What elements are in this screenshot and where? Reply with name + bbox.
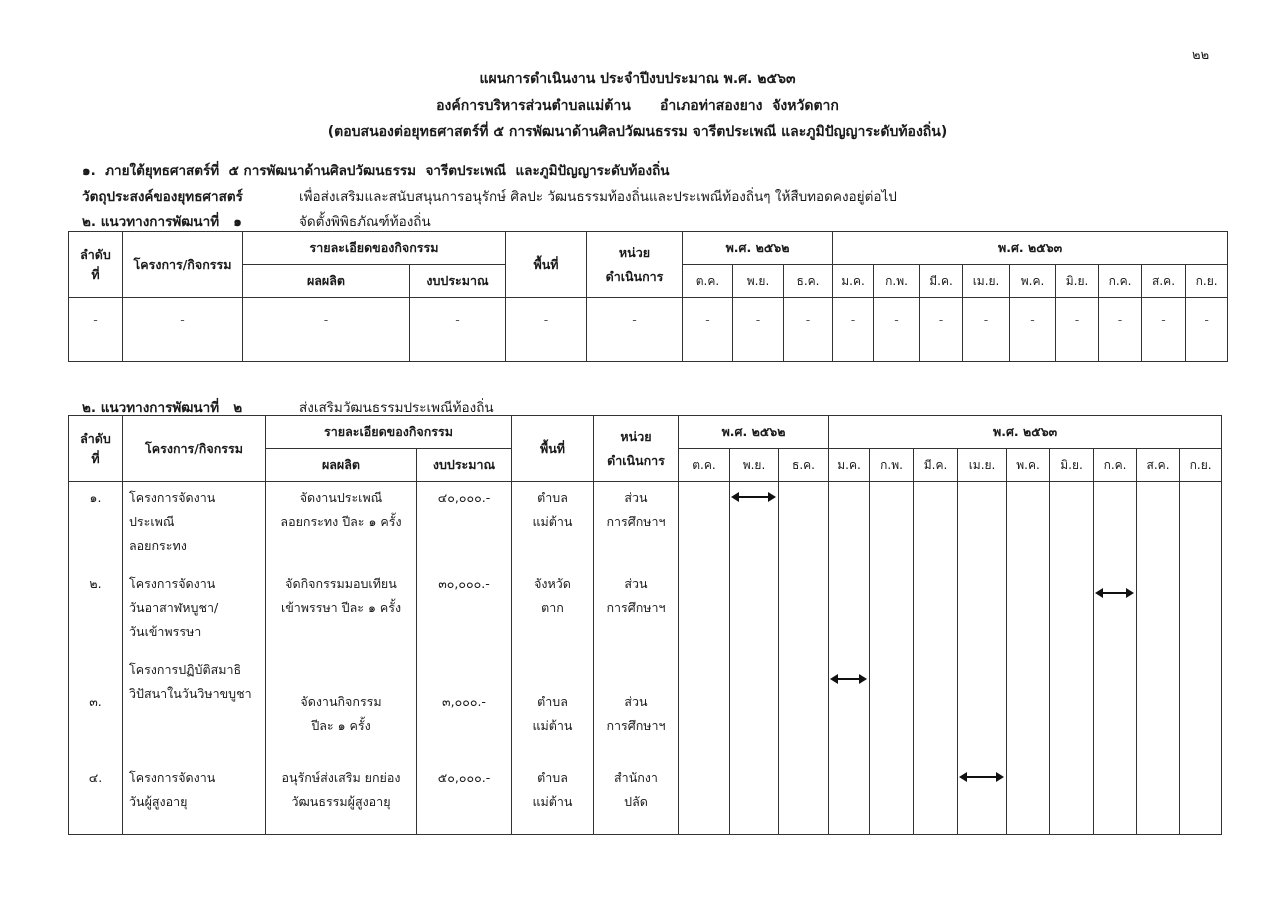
header-area: พื้นที่ [506,232,587,298]
dash-cell-aug: - [1142,298,1186,362]
grid-column-1 [69,482,123,835]
header-details: รายละเอียดของกิจกรรม [266,416,512,449]
grid-column-13 [958,482,1007,835]
guideline-1-label: ๒. แนวทางการพัฒนาที่ ๑ [82,214,242,230]
row-output: จัดงานกิจกรรม ปีละ ๑ ครั้ง [300,694,382,733]
grid-column-3 [266,482,417,835]
plan-table-2 [68,415,1222,835]
month-mar: มี.ค. [920,265,963,298]
dash-cell-may: - [1010,298,1056,362]
dash-cell-oct: - [683,298,733,362]
row-number: ๓. [89,694,102,709]
month-aug: ส.ค. [1137,449,1180,482]
grid-column-17 [1137,482,1180,835]
dash-cell-jun: - [1056,298,1099,362]
schedule-arrow [733,496,774,498]
header-output: ผลผลิต [266,449,417,482]
month-jan: ม.ค. [829,449,870,482]
dash-cell-apr: - [963,298,1010,362]
table-2-body-row [69,482,1222,835]
header-project: โครงการ/กิจกรรม [123,416,266,482]
grid-column-4 [417,482,512,835]
grid-column-8 [730,482,779,835]
month-nov: พ.ย. [730,449,779,482]
grid-column-16 [1094,482,1137,835]
month-may: พ.ค. [1007,449,1050,482]
month-oct: ต.ค. [683,265,733,298]
grid-column-18 [1180,482,1222,835]
guideline-1-text: จัดตั้งพิพิธภัณฑ์ท้องถิ่น [299,214,431,230]
dash-cell-output: - [243,298,410,362]
dash-cell-dec: - [784,298,833,362]
month-jul: ก.ค. [1099,265,1142,298]
grid-column-15 [1050,482,1094,835]
title-line-1: แผนการดำเนินงาน ประจำปีงบประมาณ พ.ศ. ๒๕๖๓ [479,71,796,87]
month-dec: ธ.ค. [784,265,833,298]
month-dec: ธ.ค. [779,449,829,482]
row-unit: ส่วน การศึกษาฯ [606,576,666,615]
header-order: ลำดับ ที่ [69,232,123,298]
month-sep: ก.ย. [1186,265,1228,298]
row-output: จัดงานประเพณี ลอยกระทง ปีละ ๑ ครั้ง [280,490,402,529]
header-details: รายละเอียดของกิจกรรม [243,232,506,265]
row-unit: สำนักงา ปลัด [614,770,658,809]
row-number: ๔. [88,770,103,785]
month-jun: มิ.ย. [1056,265,1099,298]
schedule-arrow [961,776,1002,778]
month-jul: ก.ค. [1094,449,1137,482]
row-budget: ๓,๐๐๐.- [442,694,486,709]
title-line-3: (ตอบสนองต่อยุทธศาสตร์ที่ ๕ การพัฒนาด้านศิลปวัฒนธรรม จารีตประเพณี และภูมิปัญญาระดับท้องถิ่น) [327,124,948,140]
grid-column-9 [779,482,829,835]
row-unit: ส่วน การศึกษาฯ [606,694,666,733]
grid-column-10 [829,482,870,835]
dash-cell-feb: - [874,298,920,362]
header-year-2562: พ.ศ. ๒๕๖๒ [679,416,829,449]
month-aug: ส.ค. [1142,265,1186,298]
grid-column-14 [1007,482,1050,835]
dash-cell-order: - [69,298,123,362]
header-output: ผลผลิต [243,265,410,298]
row-project: โครงการจัดงาน ประเพณี ลอยกระทง [129,490,216,553]
title-line-2: องค์การบริหารส่วนตำบลแม่ต้าน อำเภอท่าสองยาง จังหวัดตาก [436,98,839,114]
dash-cell-budget: - [410,298,506,362]
row-project: โครงการจัดงาน วันอาสาฬหบูชา/ วันเข้าพรรษา [129,576,219,639]
row-output: อนุรักษ์ส่งเสริม ยกย่อง วัฒนธรรมผู้สูงอายุ [281,770,401,809]
dash-cell-jul: - [1099,298,1142,362]
row-budget: ๔๐,๐๐๐.- [437,490,491,505]
header-budget: งบประมาณ [417,449,512,482]
page-number: ๒๒ [1192,48,1210,63]
row-budget: ๕๐,๐๐๐.- [437,770,491,785]
row-area: ตำบล แม่ต้าน [532,770,573,809]
grid-column-6 [594,482,679,835]
row-area: ตำบล แม่ต้าน [532,694,573,733]
month-oct: ต.ค. [679,449,730,482]
header-order: ลำดับ ที่ [69,416,123,482]
month-mar: มี.ค. [914,449,958,482]
grid-column-7 [679,482,730,835]
grid-column-2 [123,482,266,835]
month-may: พ.ค. [1010,265,1056,298]
month-sep: ก.ย. [1180,449,1222,482]
grid-column-5 [512,482,594,835]
schedule-arrow [1097,592,1132,594]
row-unit: ส่วน การศึกษาฯ [606,490,666,529]
dash-cell-sep: - [1186,298,1228,362]
dash-cell-project: - [123,298,243,362]
row-project: โครงการปฏิบัติสมาธิ วิปัสนาในวันวิษาขบูชา [129,662,252,701]
month-feb: ก.พ. [870,449,914,482]
row-output: จัดกิจกรรมมอบเทียน เข้าพรรษา ปีละ ๑ ครั้ง [280,576,402,615]
plan-table-1 [68,231,1228,362]
header-year-2563: พ.ศ. ๒๕๖๓ [829,416,1222,449]
table-1-empty-row [69,298,1228,362]
row-number: ๑. [89,490,102,505]
grid-column-11 [870,482,914,835]
dash-cell-mar: - [920,298,963,362]
objective-label: วัตถุประสงค์ของยุทธศาสตร์ [82,189,243,205]
header-year-2563: พ.ศ. ๒๕๖๓ [833,232,1228,265]
header-project: โครงการ/กิจกรรม [123,232,243,298]
dash-cell-jan: - [833,298,874,362]
month-jun: มิ.ย. [1050,449,1094,482]
month-feb: ก.พ. [874,265,920,298]
header-area: พื้นที่ [512,416,594,482]
guideline-2-label: ๒. แนวทางการพัฒนาที่ ๒ [82,400,243,416]
row-budget: ๓๐,๐๐๐.- [438,576,490,591]
month-apr: เม.ย. [963,265,1010,298]
month-jan: ม.ค. [833,265,874,298]
header-budget: งบประมาณ [410,265,506,298]
header-unit: หน่วย ดำเนินการ [587,232,683,298]
strategy-heading: ๑. ภายใต้ยุทธศาสตร์ที่ ๕ การพัฒนาด้านศิลปวัฒนธรรม จารีตประเพณี และภูมิปัญญาระดับท้องถิ่น [82,163,670,179]
grid-column-12 [914,482,958,835]
month-nov: พ.ย. [733,265,784,298]
guideline-2-text: ส่งเสริมวัฒนธรรมประเพณีท้องถิ่น [299,400,494,416]
row-project: โครงการจัดงาน วันผู้สูงอายุ [129,770,216,809]
schedule-arrow [832,678,865,680]
header-year-2562: พ.ศ. ๒๕๖๒ [683,232,833,265]
dash-cell-unit: - [587,298,683,362]
objective-text: เพื่อส่งเสริมและสนับสนุนการอนุรักษ์ ศิลปะ วัฒนธรรมท้องถิ่นและประเพณีท้องถิ่นๆ ให้สืบทอดคงอยู่ต่อไป [299,189,897,205]
row-number: ๒. [89,576,102,591]
dash-cell-area: - [506,298,587,362]
month-apr: เม.ย. [958,449,1007,482]
header-unit: หน่วย ดำเนินการ [594,416,679,482]
row-area: ตำบล แม่ต้าน [532,490,573,529]
dash-cell-nov: - [733,298,784,362]
row-area: จังหวัด ตาก [534,576,571,615]
